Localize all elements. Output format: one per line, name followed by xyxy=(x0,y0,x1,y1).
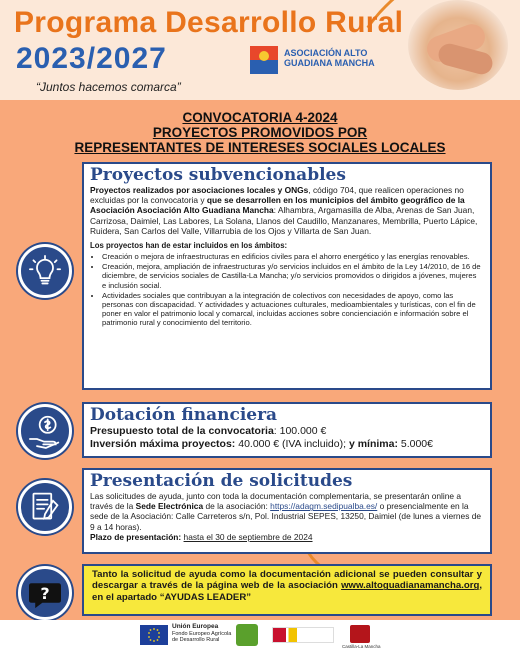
intro-text-2: : Alhambra, Argamasilla de Alba, Arenas de San Juan, Carrizosa, Daimiel, Las Labores, La Solana, Llanos del Caudillo, Manzanares, Membrilla, Puerto Lápice, Ruidera, San Carlos del Valle, Villarrubia de los Ojos y Villarta de San Juan. xyxy=(90,205,478,236)
association-logo-icon xyxy=(250,46,278,74)
convocatoria-line-1: CONVOCATORIA 4-2024 xyxy=(182,110,338,125)
presentacion-text xyxy=(84,491,490,532)
sede-link[interactable]: https://adagm.sedipualba.es/ xyxy=(270,501,378,512)
document-pen-icon xyxy=(18,480,72,534)
lightbulb-icon xyxy=(18,244,72,298)
list-item: • Creación, mejora, ampliación de infraestructuras y/o servicios incluidos en el ámbito de la Ley 14/2010, de 16 de diciembre, de servicios sociales de Castilla-La Mancha; y/o servicios promovidos o dirigidos a jóvenes, mujeres e inclusión social. xyxy=(102,262,482,290)
footer-logos xyxy=(0,620,520,650)
presentacion-section xyxy=(82,468,492,554)
sede-label: Sede Electrónica xyxy=(135,501,204,512)
ministry-logo-icon xyxy=(272,627,334,643)
dotacion-section xyxy=(82,402,492,458)
inversion-value: 40.000 € (IVA incluido); xyxy=(235,438,349,450)
eu-label xyxy=(172,624,232,644)
eu-subtitle: Fondo Europeo Agrícola de Desarrollo Rural xyxy=(172,630,232,643)
presentacion-text-2: de la asociación: xyxy=(203,501,271,512)
plazo-label: Plazo de presentación: xyxy=(90,531,182,542)
website-link[interactable]: www.altoguadianamancha.org xyxy=(341,580,480,592)
presentacion-text-1: Las solicitudes de ayuda, junto con toda la documentación complementaria, se presentarán online a través de la xyxy=(90,491,462,512)
clm-label: Castilla-La Mancha xyxy=(342,644,381,649)
ambitos-list xyxy=(84,252,490,328)
intro-bold-2: que se desarrollen en los municipios del ámbito geográfico de la Asociación Asociación Alto Guadiana Mancha xyxy=(90,195,465,216)
svg-text:?: ? xyxy=(40,584,50,604)
program-title: Programa Desarrollo Rural xyxy=(14,6,404,39)
consult-note xyxy=(82,564,492,616)
convocatoria-title xyxy=(0,110,520,155)
presupuesto-label: Presupuesto total de la convocatoria xyxy=(90,425,274,437)
presupuesto-line xyxy=(84,425,490,438)
question-bubble-icon xyxy=(18,566,72,620)
proyectos-heading: Proyectos subvencionables xyxy=(90,165,346,185)
proyectos-section xyxy=(82,162,492,390)
presentacion-text-3: o presencialmente en la sede de la Asociación: Calle Carreteros s/n, Pol. Industrial SEPES, 13250, Daimiel (de lunes a viernes de 9 a 14 horas). xyxy=(90,501,482,532)
convocatoria-line-2: PROYECTOS PROMOVIDOS POR xyxy=(152,125,368,140)
eu-flag-icon xyxy=(140,625,168,645)
leader-logo-icon xyxy=(236,624,258,646)
association-name: ASOCIACIÓN ALTO GUADIANA MANCHA xyxy=(284,48,375,68)
money-hand-icon xyxy=(18,404,72,458)
inversion-label: Inversión máxima proyectos: xyxy=(90,438,236,450)
proyectos-intro xyxy=(84,185,490,236)
hands-photo xyxy=(408,0,508,90)
program-motto: “Juntos hacemos comarca” xyxy=(36,80,181,94)
presentacion-heading: Presentación de solicitudes xyxy=(90,471,353,491)
plazo-value: hasta el 30 de septiembre de 2024 xyxy=(183,531,313,542)
list-item: • Actividades sociales que contribuyan a la integración de colectivos con necesidades de apoyo, como las personas con discapacidad. Y actividades y actuaciones culturales, medioambientales y turísticas, con el fin de poner en valor el patrimonio local y comarcal, incluidas acciones sobre concienciación e información sobre el patrimonio rural y conocimiento del territorio. xyxy=(102,291,482,328)
ambitos-heading: Los proyectos han de estar incluidos en los ámbitos: xyxy=(90,241,288,251)
list-item: • Creación o mejora de infraestructuras en edificios civiles para el ahorro energético y las energías renovables. xyxy=(102,252,482,261)
note-text-2: , en el apartado “AYUDAS LEADER” xyxy=(92,580,482,603)
intro-bold-1: Proyectos realizados por asociaciones locales y ONGs xyxy=(90,185,309,195)
program-years: 2023/2027 xyxy=(16,42,167,75)
eu-title: Unión Europea xyxy=(172,623,219,630)
dotacion-heading: Dotación financiera xyxy=(90,405,278,425)
castilla-la-mancha-logo-icon xyxy=(350,625,370,643)
minima-label: y mínima: xyxy=(348,438,398,450)
intro-text-1: , código 704, que realicen operaciones no excluidas por la convocatoria y xyxy=(90,185,464,206)
inversion-line xyxy=(84,438,490,451)
plazo-line xyxy=(84,532,490,542)
note-text-1: Tanto la solicitud de ayuda como la documentación adicional se pueden consultar y descargar a través de la página web de la asociación xyxy=(92,569,482,592)
minima-value: 5.000€ xyxy=(397,438,433,450)
convocatoria-line-3: REPRESENTANTES DE INTERESES SOCIALES LOCALES xyxy=(74,140,446,155)
presupuesto-value: : 100.000 € xyxy=(273,425,327,437)
